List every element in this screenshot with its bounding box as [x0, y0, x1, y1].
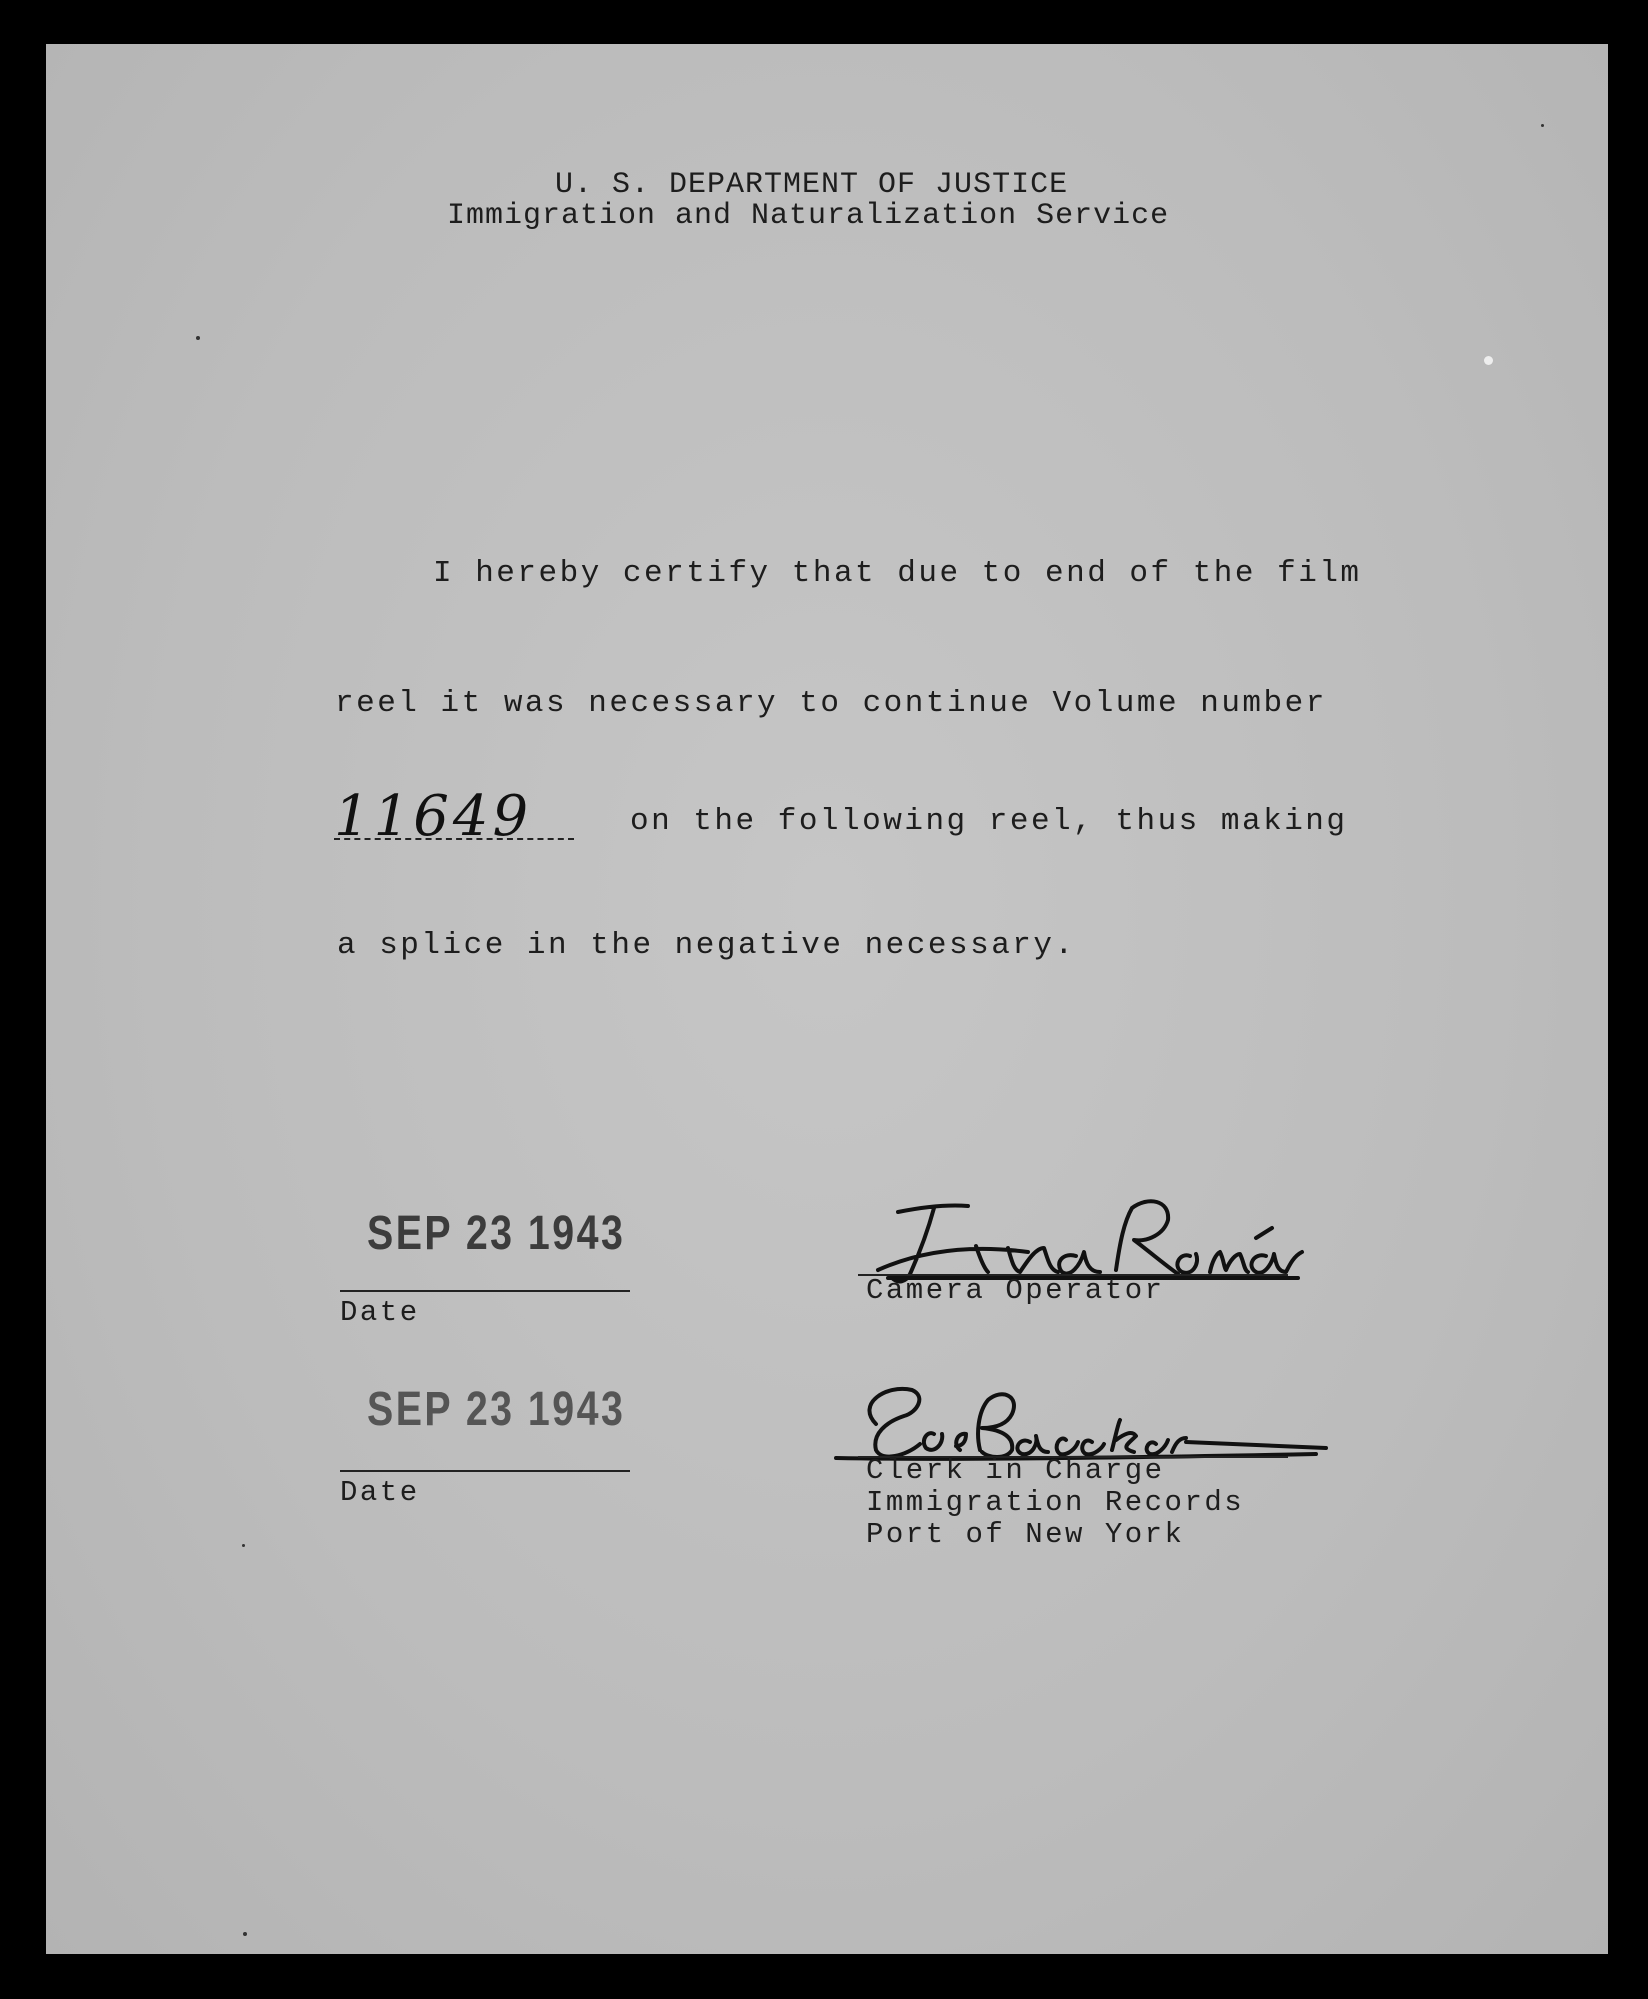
clerk-title-line-1: Clerk in Charge [866, 1454, 1165, 1487]
document-sheet [46, 44, 1608, 1954]
date-line-1 [340, 1290, 630, 1292]
clerk-title-line-2: Immigration Records [866, 1486, 1245, 1519]
date-label-2: Date [340, 1476, 420, 1509]
certificate-line-2: reel it was necessary to continue Volume number [335, 686, 1327, 721]
agency-subtitle: Immigration and Naturalization Service [447, 199, 1170, 233]
date-stamp-1: SEP 23 1943 [367, 1207, 626, 1260]
scan-speck [242, 1544, 245, 1547]
scan-speck [1541, 124, 1544, 127]
camera-operator-title: Camera Operator [866, 1274, 1165, 1307]
date-stamp-2: SEP 23 1943 [367, 1383, 626, 1436]
volume-number-underline [334, 838, 574, 840]
scan-speck [243, 1932, 247, 1936]
certificate-line-4: a splice in the negative necessary. [337, 928, 1076, 963]
clerk-title-line-3: Port of New York [866, 1518, 1185, 1551]
certificate-line-3: on the following reel, thus making [630, 804, 1348, 839]
volume-number-handwritten: 11649 [334, 784, 533, 849]
date-line-2 [340, 1470, 630, 1472]
agency-title: U. S. DEPARTMENT OF JUSTICE [555, 168, 1069, 202]
date-label-1: Date [340, 1296, 420, 1329]
certificate-line-1: I hereby certify that due to end of the film [433, 556, 1362, 591]
scan-speck [196, 336, 200, 340]
scan-speck [1484, 356, 1493, 365]
